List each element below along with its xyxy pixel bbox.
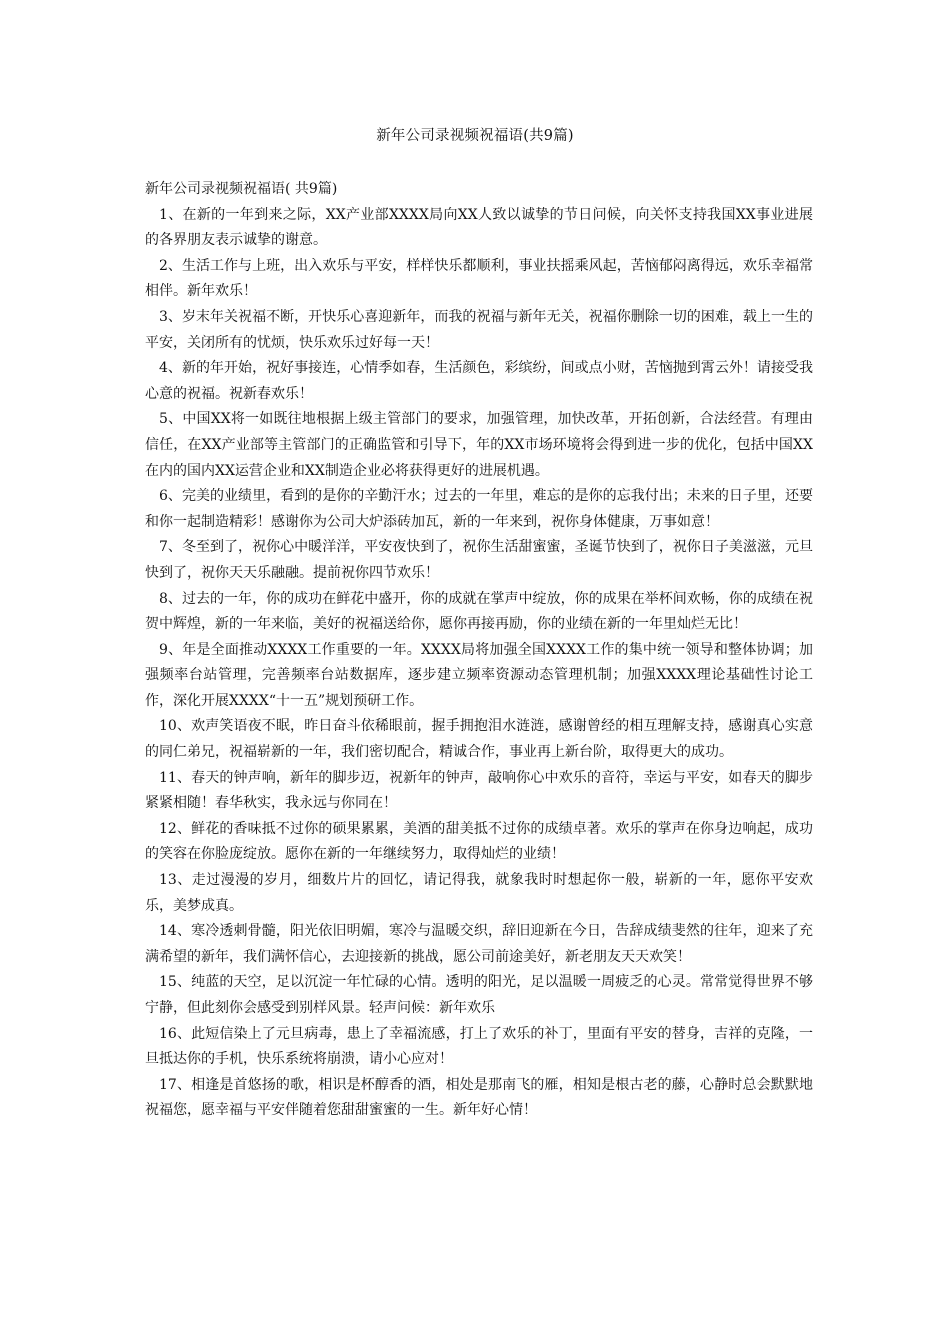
paragraph-10: 10、欢声笑语夜不眠，昨日奋斗依稀眼前，握手拥抱泪水涟涟，感谢曾经的相互理解支持，感谢真心实意的同仁弟兄，祝福崭新的一年，我们密切配合，精诚合作，事业再上新台阶，取得更大的成功。: [145, 718, 813, 761]
document-subtitle: 新年公司录视频祝福语( 共9篇): [145, 181, 338, 197]
paragraph-8: 8、过去的一年，你的成功在鲜花中盛开，你的成就在掌声中绽放，你的成果在举杯间欢畅，你的成绩在祝贺中辉煌，新的一年来临，美好的祝福送给你，愿你再接再励，你的业绩在新的一年里灿烂无比！: [145, 590, 813, 633]
paragraph-7: 7、冬至到了，祝你心中暖洋洋，平安夜快到了，祝你生活甜蜜蜜，圣诞节快到了，祝你日子美滋滋，元旦快到了，祝你天天乐融融。提前祝你四节欢乐！: [145, 539, 813, 581]
paragraph-5: 5、中国XX将一如既往地根据上级主管部门的要求，加强管理，加快改革，开拓创新，合法经营。有理由信任，在XX产业部等主管部门的正确监管和引导下，年的XX市场环境将会得到进一步的优化，包括中国XX在内的国内XX运营企业和XX制造企业必将获得更好的进展机遇。: [145, 411, 813, 479]
paragraph-1: 1、在新的一年到来之际，XX产业部XXXX局向XX人致以诚挚的节日问候，向关怀支持我国XX事业进展的各界朋友表示诚挚的谢意。: [145, 206, 813, 249]
paragraph-14: 14、寒冷透刺骨髓，阳光依旧明媚，寒冷与温暖交织，辞旧迎新在今日，告辞成绩斐然的往年，迎来了充满希望的新年，我们满怀信心，去迎接新的挑战，愿公司前途美好，新老朋友天天欢笑！: [145, 923, 813, 965]
paragraph-3: 3、岁末年关祝福不断，开快乐心喜迎新年，而我的祝福与新年无关，祝福你删除一切的困难，载上一生的平安，关闭所有的忧烦，快乐欢乐过好每一天！: [145, 308, 813, 351]
paragraph-2: 2、生活工作与上班，出入欢乐与平安，样样快乐都顺利，事业扶摇乘风起，苦恼郁闷离得远，欢乐幸福常相伴。新年欢乐！: [145, 257, 813, 300]
paragraph-13: 13、走过漫漫的岁月，细数片片的回忆，请记得我，就象我时时想起你一般，崭新的一年，愿你平安欢乐，美梦成真。: [145, 872, 813, 914]
document-body: [145, 177, 813, 1124]
paragraph-15: 15、纯蓝的天空，足以沉淀一年忙碌的心情。透明的阳光，足以温暖一周疲乏的心灵。常常觉得世界不够宁静，但此刻你会感受到别样风景。轻声问候：新年欢乐: [145, 974, 813, 1016]
paragraph-6: 6、完美的业绩里，看到的是你的辛勤汗水；过去的一年里，难忘的是你的忘我付出；未来的日子里，还要和你一起制造精彩！感谢你为公司大炉添砖加瓦，新的一年来到，祝你身体健康，万事如意！: [145, 488, 813, 530]
paragraph-11: 11、春天的钟声响，新年的脚步迈，祝新年的钟声，敲响你心中欢乐的音符，幸运与平安，如春天的脚步紧紧相随！春华秋实，我永远与你同在！: [145, 769, 813, 812]
paragraph-16: 16、此短信染上了元旦病毒，患上了幸福流感，打上了欢乐的补丁，里面有平安的替身，吉祥的克隆，一旦抵达你的手机，快乐系统将崩溃，请小心应对！: [145, 1025, 813, 1068]
paragraph-4: 4、新的年开始，祝好事接连，心情季如春，生活颜色，彩缤纷，间或点小财，苦恼抛到霄云外！请接受我心意的祝福。祝新春欢乐！: [145, 360, 813, 402]
paragraph-9: 9、年是全面推动XXXX工作重要的一年。XXXX局将加强全国XXXX工作的集中统一领导和整体协调；加强频率台站管理，完善频率台站数据库，逐步建立频率资源动态管理机制；加强XXXX理论基础性讨论工作，深化开展XXXX“十一五”规划预研工作。: [145, 641, 813, 709]
paragraph-12: 12、鲜花的香味抵不过你的硕果累累，美酒的甜美抵不过你的成绩卓著。欢乐的掌声在你身边响起，成功的笑容在你脸庞绽放。愿你在新的一年继续努力，取得灿烂的业绩！: [145, 820, 813, 863]
page-title: 新年公司录视频祝福语(共9篇): [376, 128, 574, 144]
paragraph-17: 17、相逢是首悠扬的歌，相识是杯醇香的酒，相处是那南飞的雁，相知是根古老的藤，心静时总会默默地祝福您，愿幸福与平安伴随着您甜甜蜜蜜的一生。新年好心情！: [145, 1076, 813, 1119]
